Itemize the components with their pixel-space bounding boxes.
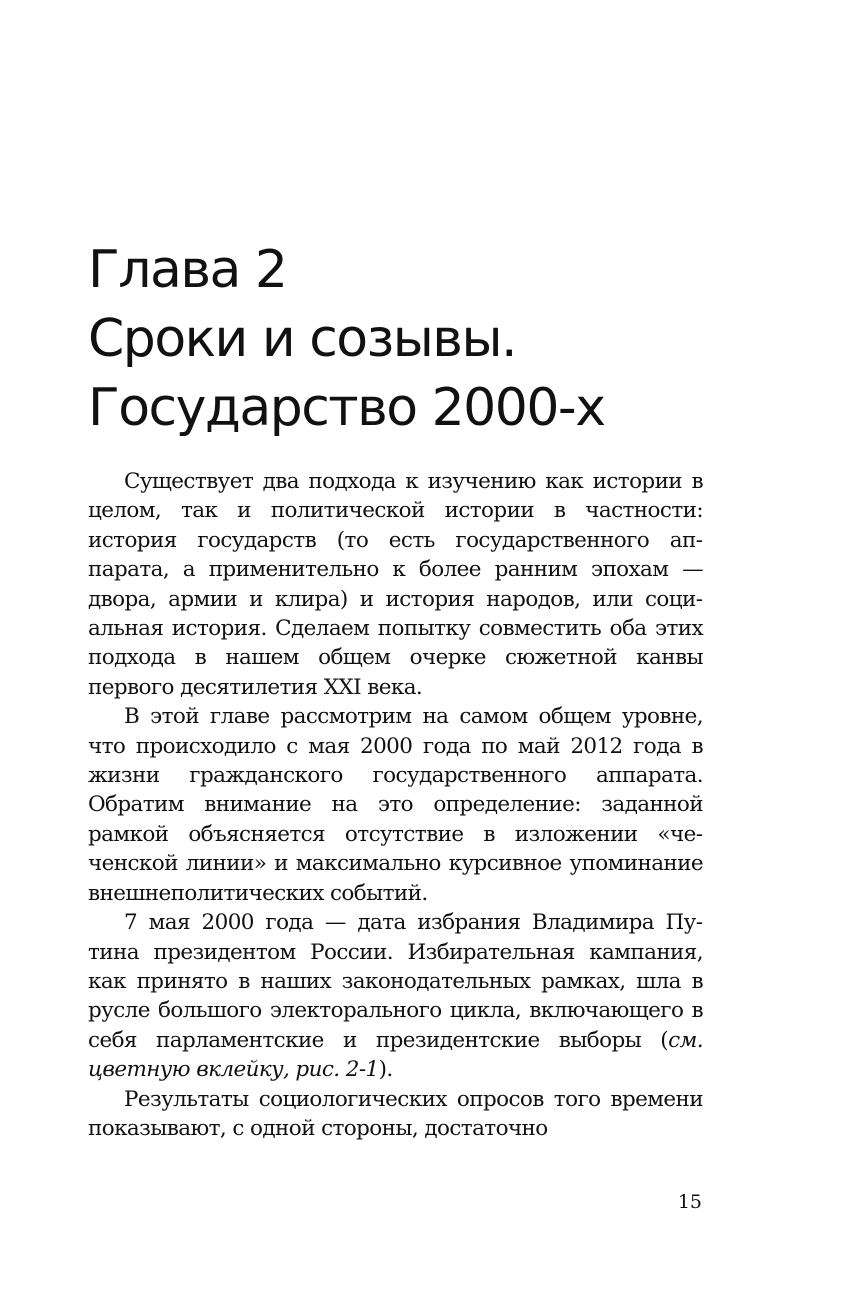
paragraph-text: 7 мая 2000 года — дата избрания Владимира Путина президентом России. Избирательная кампания, как принято в наших законодательных рамках, шла в русле большого электорального цикла, включающего в себя парламентские и президентские выборы ( — [88, 910, 703, 1053]
page-number: 15 — [677, 1191, 702, 1213]
paragraph: В этой главе рассмотрим на самом общем уровне, что происходило с мая 2000 года по май 2012 года в жизни гражданского государственного аппарата. Обратим внимание на это определение: заданной рамкой объясняется отсутствие в изложении «чеченской линии» и максимально курсивное упоминание внешнеполитических событий. — [88, 704, 703, 906]
chapter-body — [88, 467, 703, 1143]
paragraph — [88, 908, 703, 1084]
chapter-title — [88, 236, 788, 443]
figure-reference: см. цветную вклейку, рис. 2-1 — [88, 1027, 703, 1083]
paragraph: Существует два подхода к изучению как истории в целом, так и политической истории в частности: история государств (то есть государственного аппарата, а применительно к более ранним эпохам — двора, армии и клира) и история народов, или социальная история. Сделаем попытку совместить оба этих подхода в нашем общем очерке сюжетной канвы первого десятилетия XXI века. — [88, 469, 703, 700]
paragraph-text: ). — [378, 1057, 393, 1083]
chapter-title-line: Государство 2000-х — [88, 378, 605, 438]
chapter-title-line: Сроки и созывы. — [88, 309, 517, 369]
paragraph: Результаты социологических опросов того времени показывают, с одной стороны, достаточно — [88, 1086, 703, 1141]
chapter-title-line: Глава 2 — [88, 240, 287, 300]
